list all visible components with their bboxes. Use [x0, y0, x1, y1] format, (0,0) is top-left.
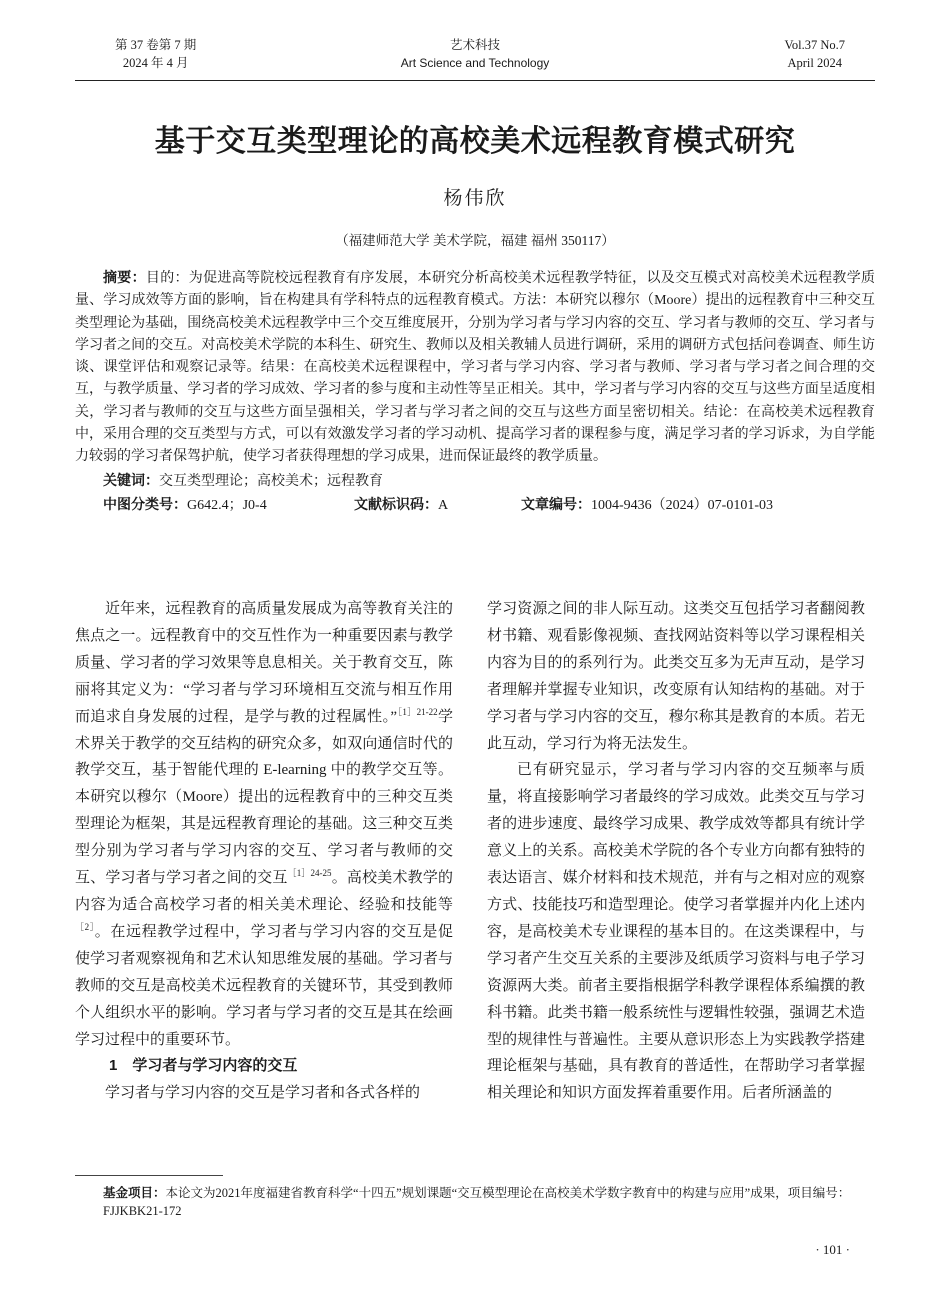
citation-2: ［1］24-25 — [287, 868, 332, 879]
keywords-label: 关键词： — [103, 471, 159, 488]
doc-code-label: 文献标识码： — [354, 495, 438, 512]
abstract-text: 目的：为促进高等院校远程教育有序发展，本研究分析高校美术远程教学特征，以及交互模式对高校美术远程教学质量、学习成效等方面的影响，旨在构建具有学科特点的远程教育模式。方法：本研究以穆尔（Moore）提出的远程教育中三种交互类型理论为基础，围绕高校美术远程教学中三个交互维度展开，分别为学习者与学习内容的交互、学习者与教师的交互、学习者与学习者之间的交互。对高校美术学院的本科生、研究生、教师以及相关教辅人员进行调研，采用的调研方式包括问卷调查、师生访谈、课堂评估和观察记录等。结果：在高校美术远程课程中，学习者与学习内容、学习者与教师、学习者与学习者之间合理的交互，与教学质量、学习者的学习成效、学习者的参与度和主动性等呈正相关。其中，学习者与学习内容的交互与这些方面呈适度相关，学习者与教师的交互与这些方面呈强相关，学习者与学习者之间的交互与这些方面呈密切相关。结论：在高校美术远程教育中，采用合理的交互类型与方式，可以有效激发学习者的学习动机、提高学习者的课程参与度，满足学习者的学习诉求，为自学能力较弱的学习者保驾护航，使学习者获得理想的学习成果，进而保证最终的教学质量。 — [75, 271, 875, 465]
header-journal-en: Art Science and Technology — [400, 56, 550, 70]
page-number: · 101 · — [815, 1242, 850, 1257]
abstract-label: 摘要： — [103, 269, 146, 285]
article-no-value: 1004-9436（2024）07-0101-03 — [591, 497, 773, 513]
abstract-paragraph — [75, 266, 875, 469]
intro-text-3: 。高校美术教学的内容为适合高校学习者的相关美术理论、经验和技能等 — [75, 870, 453, 913]
header-journal — [375, 36, 575, 72]
keywords-text: 交互类型理论；高校美术；远程教育 — [159, 473, 383, 489]
doc-code-value: A — [438, 497, 449, 513]
header-volume-en: Vol.37 No.7 — [784, 38, 845, 52]
body-column-right — [487, 596, 865, 1107]
funding-label: 基金项目： — [103, 1186, 166, 1200]
header-volume: 第 37 卷第 7 期 — [115, 38, 197, 52]
citation-1: ［1］21-22 — [397, 706, 438, 717]
header-date: 2024 年 4 月 — [122, 56, 189, 70]
intro-text-4: 。在远程教学过程中，学习者与学习内容的交互是促使学习者观察视角和艺术认知思维发展的基础。学习者与教师的交互是高校美术远程教育的关键环节，其受到教师个人组织水平的影响。学习者与学习者的交互是其在绘画学习过程中的重要环节。 — [75, 923, 453, 1048]
funding-footnote — [103, 1184, 877, 1220]
footnote-rule — [75, 1175, 223, 1176]
abstract-block — [75, 266, 875, 515]
clc-label: 中图分类号： — [103, 495, 187, 512]
article-author: 杨伟欣 — [443, 188, 507, 209]
article-title: 基于交互类型理论的高校美术远程教育模式研究 — [154, 125, 796, 158]
article-no-label: 文章编号： — [521, 495, 591, 512]
funding-text: 本论文为2021年度福建省教育科学“十四五”规划课题“交互模型理论在高校美术学数字教育中的构建与应用”成果，项目编号：FJJKBK21-172 — [103, 1186, 851, 1218]
body-column-left — [75, 596, 453, 1107]
classification-line — [75, 493, 875, 515]
intro-paragraph — [75, 596, 453, 1053]
section1-paragraph-2: 已有研究显示，学习者与学习内容的交互频率与质量，将直接影响学习者最终的学习成效。此类交互与学习者的进步速度、最终学习成果、教学成效等都具有统计学意义上的关系。高校美术学院的各个专业方向都有独特的表达语言、媒介材料和技术规范，并有与之相对应的观察方式、技能技巧和造型理论。使学习者掌握并内化上述内容，是高校美术专业课程的基本目的。在这类课程中，与学习者产生交互关系的主要涉及纸质学习资料与电子学习资源两大类。前者主要指根据学科教学课程体系编撰的教科书籍。此类书籍一般系统性与逻辑性较强，强调艺术造型的规律性与普遍性。主要从意识形态上为实践教学搭建理论框架与基础，具有教育的普适性，在帮助学习者掌握相关理论和知识方面发挥着重要作用。后者所涵盖的 — [487, 762, 865, 1102]
clc-value: G642.4；J0-4 — [187, 497, 267, 513]
intro-text-2: 学术界关于教学的交互结构的研究众多，如双向通信时代的教学交互，基于智能代理的 E-learning 中的教学交互等。本研究以穆尔（Moore）提出的远程教育中的三种交互类型理论为框架，其是远程教育理论的基础。这三种交互类型分别为学习者与学习内容的交互、学习者与教师的交互、学习者与学习者之间的交互 — [75, 708, 453, 887]
header-issue — [115, 36, 196, 72]
intro-text-1: 近年来，远程教育的高质量发展成为高等教育关注的焦点之一。远程教育中的交互性作为一种重要因素与教学质量、学习者的学习效果等息息相关。关于教育交互，陈丽将其定义为：“学习者与学习环境相互交流与相互作用而追求自身发展的过程，是学与教的过程属性。” — [75, 601, 453, 725]
keywords-line — [75, 469, 875, 493]
article-no-item — [521, 493, 773, 517]
header-date-en: April 2024 — [787, 56, 842, 70]
section1-paragraph-continued: 学习资源之间的非人际互动。这类交互包括学习者翻阅教材书籍、观看影像视频、查找网站资料等以学习课程相关内容为目的的系列行为。此类交互多为无声互动，是学习者理解并掌握专业知识，改变原有认知结构的基础。对于学习者与学习内容的交互，穆尔称其是教育的本质。若无此互动，学习行为将无法发生。 — [487, 601, 865, 752]
header-journal-cn: 艺术科技 — [449, 38, 500, 52]
header-issue-en — [784, 36, 845, 72]
author-affiliation: （福建师范大学 美术学院，福建 福州 350117） — [335, 233, 615, 248]
doc-code-item — [354, 493, 448, 517]
citation-3: ［2］ — [75, 921, 95, 932]
section-heading-1: 1 学习者与学习内容的交互 — [109, 1057, 298, 1075]
clc-item — [103, 493, 267, 517]
running-header — [75, 36, 875, 81]
section1-paragraph-start: 学习者与学习内容的交互是学习者和各式各样的 — [105, 1085, 421, 1102]
